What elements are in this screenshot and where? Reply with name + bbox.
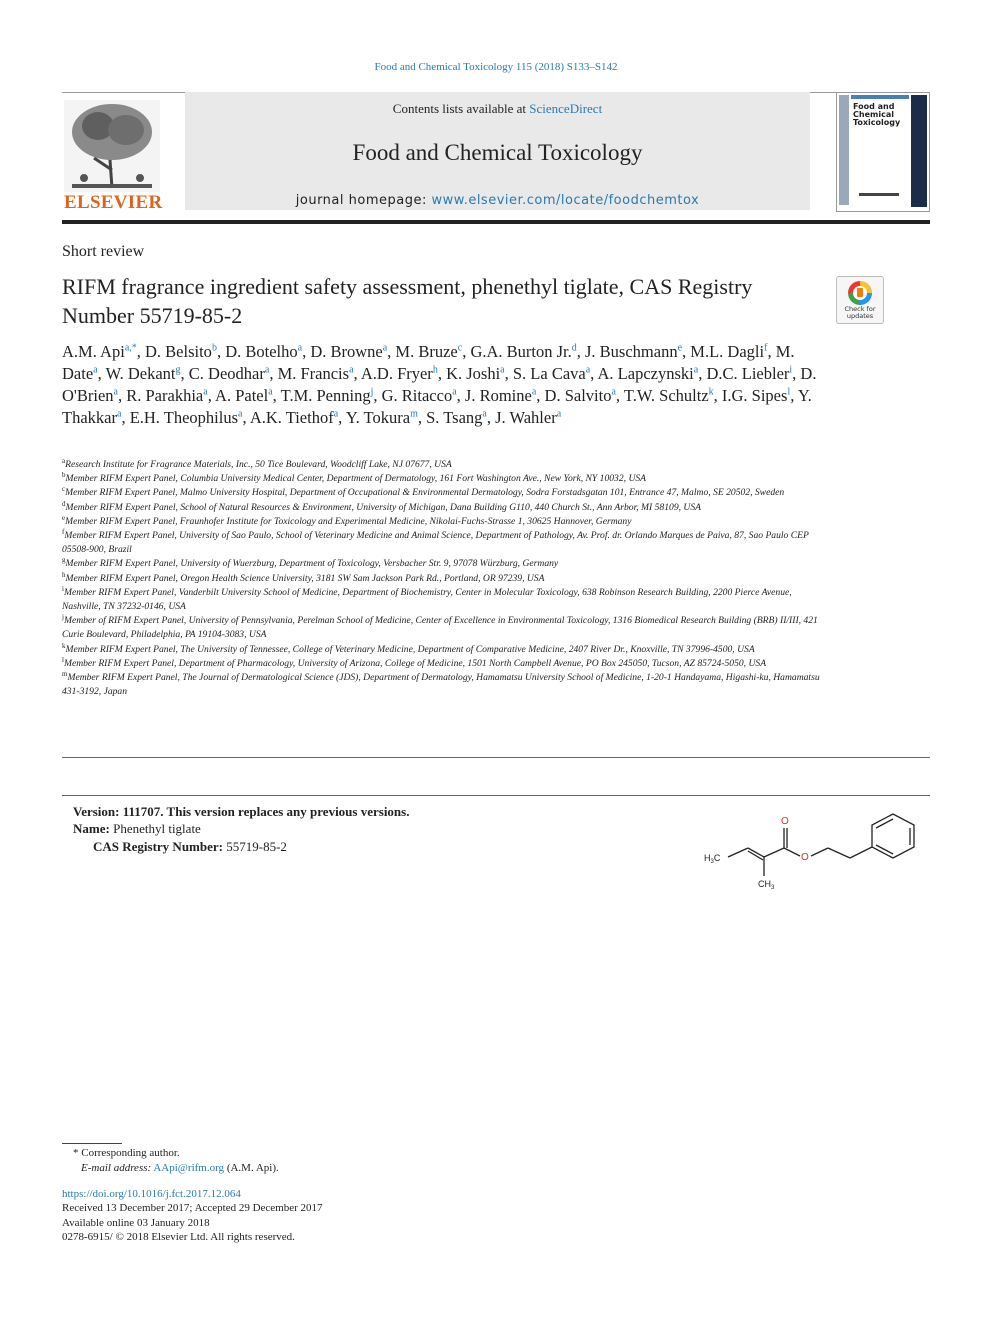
author-affiliation-mark[interactable]: a,* [124, 342, 137, 354]
author-name[interactable]: M.L. Dagli [690, 342, 765, 361]
author-name[interactable]: M. Francis [277, 364, 350, 383]
carbonyl-o-label: O [781, 816, 789, 827]
cas-value: 55719-85-2 [226, 839, 287, 854]
affiliation-text: Research Institute for Fragrance Materials, Inc., 50 Tice Boulevard, Woodcliff Lake, NJ 07677, USA [65, 459, 452, 470]
author-name[interactable]: M. Date [62, 342, 795, 383]
author-name[interactable]: D. Belsito [145, 342, 212, 361]
elsevier-tree-logo [64, 100, 160, 192]
author-affiliation-mark[interactable]: a [693, 364, 699, 376]
author-name[interactable]: K. Joshi [446, 364, 501, 383]
cas-line: CAS Registry Number: 55719-85-2 [93, 839, 287, 854]
ester-o-label: O [801, 852, 809, 863]
affiliation-item [62, 515, 822, 529]
author-name[interactable]: J. Buschmann [585, 342, 678, 361]
affiliation-text: Member RIFM Expert Panel, Fraunhofer Institute for Toxicology and Experimental Medicine, Nikolai-Fuchs-Strasse 1, 30625 Hannover, Germany [65, 515, 632, 527]
affiliation-text: Member RIFM Expert Panel, University of Wuerzburg, Department of Toxicology, Versbacher Str. 9, 97078 Würzburg, Germany [65, 558, 559, 570]
affiliation-text: Member RIFM Expert Panel, Malmo University Hospital, Department of Occupational & Environmental Dermatology, Sodra Forstadsgatan 101, Entrance 47, Malmo, SE 20502, Sweden [65, 487, 785, 499]
affiliation-item [62, 486, 822, 500]
affiliation-mark: a [62, 456, 66, 465]
affiliation-mark: f [62, 527, 65, 536]
cover-title-1: Food and [853, 102, 895, 111]
author-affiliation-mark[interactable]: a [113, 386, 118, 398]
name-value: Phenethyl tiglate [113, 821, 201, 836]
affiliation-mark: k [62, 641, 66, 650]
affiliation-mark: j [62, 613, 64, 622]
copyright: 0278-6915/ © 2018 Elsevier Ltd. All rights reserved. [62, 1231, 295, 1243]
h3c-label: $H_3C$ [704, 853, 721, 865]
affiliation-item [62, 529, 822, 557]
author-affiliation-mark[interactable]: a [297, 342, 303, 354]
author-name[interactable]: A.M. Api [62, 342, 125, 361]
check-for-updates-badge[interactable] [836, 276, 884, 324]
author-name[interactable]: A. Lapczynski [597, 364, 694, 383]
author-name[interactable]: A.D. Fryer [360, 364, 433, 383]
section-rule-bottom [62, 795, 930, 796]
author-affiliation-mark[interactable]: a [556, 408, 562, 420]
journal-cover-thumbnail[interactable] [836, 92, 930, 212]
email-note [81, 1162, 279, 1174]
cover-graphic [837, 93, 929, 211]
author-name[interactable]: T.W. Schultz [623, 386, 709, 405]
author-affiliation-mark[interactable]: a [264, 364, 270, 376]
author-name[interactable]: I.G. Sipes [721, 386, 788, 405]
author-affiliation-mark[interactable]: a [611, 386, 616, 398]
author-affiliation-mark[interactable]: a [203, 386, 208, 398]
author-name[interactable]: J. Wahler [495, 408, 557, 427]
affiliation-mark: l [62, 655, 64, 664]
name-label: Name [73, 821, 106, 836]
author-name[interactable]: S. Tsang [426, 408, 483, 427]
author-affiliation-mark[interactable]: a [482, 408, 487, 420]
author-name[interactable]: E.H. Theophilus [129, 408, 239, 427]
name-line: Name: Phenethyl tiglate [73, 821, 201, 836]
footnote-rule [62, 1143, 122, 1144]
journal-reference[interactable]: Food and Chemical Toxicology 115 (2018) S133–S142 [374, 61, 618, 73]
homepage-line [185, 193, 810, 208]
author-affiliation-mark[interactable]: i [789, 364, 793, 376]
author-affiliation-mark[interactable]: f [764, 342, 768, 354]
affiliation-text: Member RIFM Expert Panel, The University of Tennessee, College of Veterinary Medicine, Department of Comparative Medicine, 2407 River Dr., Knoxville, TN 37996-4500, USA [65, 643, 755, 655]
author-name[interactable]: A. Patel [215, 386, 269, 405]
author-name[interactable]: G. Ritacco [381, 386, 453, 405]
affiliation-item [62, 557, 822, 571]
author-affiliation-mark[interactable]: a [452, 386, 457, 398]
author-list: A.M. Api$^{a,*}$, D. Belsito$^b$, D. Botelho$^a$, D. Browne$^a$, M. Bruze$^c$, G.A. Burton Jr.$^d$, J. Buschmann$^e$, M.L. Dagli$^f$, M. Date$^a$, W. Dekant$^g$, C. Deodhar$^a$, M. Francis$^a$, A.D. Fryer$^h$, K. Joshi$^a$, S. La Cava$^a$, A. Lapczynski$^a$, D.C. Liebler$^i$, D. O'Brien$^a$, R. Parakhia$^a$, A. Patel$^a$, T.M. Penning$^j$, G. Ritacco$^a$, J. Romine$^a$, D. Salvito$^a$, T.W. Schultz$^k$, I.G. Sipes$^l$, Y. Thakkar$^a$, E.H. Theophilus$^a$, A.K. Tiethof$^a$, Y. Tokura$^m$, S. Tsang$^a$, J. Wahler$^a$ [62, 342, 817, 427]
check-for-updates-label: Check for updates [844, 305, 876, 320]
affiliation-text: Member RIFM Expert Panel, School of Natural Resources & Environment, University of Michigan, Dana Building G110, 440 Church St., Ann Arbor, MI 58109, USA [65, 501, 701, 513]
affiliation-text: Member of RIFM Expert Panel, University of Pennsylvania, Perelman School of Medicine, Center of Excellence in Environmental Toxicology, 1316 Biomedical Research Building (BRB) II/III, 421 Curie Boulevard, Philadelphia, PA 19104-3083, USA [62, 615, 818, 641]
affiliation-mark: e [62, 513, 66, 522]
asterisk-mark: * [73, 1147, 79, 1159]
author-affiliation-mark[interactable]: a [268, 386, 273, 398]
author-name[interactable]: C. Deodhar [188, 364, 265, 383]
section-rule-top [62, 757, 930, 758]
author-name[interactable]: W. Dekant [105, 364, 176, 383]
author-name[interactable]: S. La Cava [512, 364, 586, 383]
article-title: RIFM fragrance ingredient safety assessment, phenethyl tiglate, CAS Registry Number 55719-85-2 [62, 274, 753, 328]
author-name[interactable]: J. Romine [464, 386, 532, 405]
affiliation-item [62, 501, 822, 515]
affiliation-item [62, 586, 822, 614]
author-name[interactable]: D. Botelho [225, 342, 298, 361]
author-affiliation-mark[interactable]: a [238, 408, 243, 420]
author-name[interactable]: D. Salvito [544, 386, 612, 405]
author-affiliation-mark[interactable]: a [500, 364, 505, 376]
affiliation-item [62, 458, 822, 472]
author-affiliation-mark[interactable]: a [333, 408, 339, 420]
affiliation-text: Member RIFM Expert Panel, Vanderbilt University School of Medicine, Department of Biochemistry, Center in Molecular Toxicology, 638 Robinson Research Building, 2200 Pierce Avenue, Nashville, TN 37232-0146, USA [62, 586, 792, 613]
affiliation-mark: h [62, 570, 66, 579]
author-affiliation-mark[interactable]: h [432, 364, 438, 376]
author-affiliation-mark[interactable]: a [585, 364, 591, 376]
author-name[interactable]: A.K. Tiethof [249, 408, 334, 427]
affiliation-mark: b [62, 471, 66, 480]
affiliation-mark: g [62, 556, 66, 565]
article-type: Short review [62, 243, 145, 260]
author-name[interactable]: T.M. Penning [280, 386, 371, 405]
affiliation-text: Member RIFM Expert Panel, Oregon Health Science University, 3181 SW Sam Jackson Park Rd., Portland, OR 97239, USA [65, 572, 545, 584]
online-date: Available online 03 January 2018 [62, 1217, 210, 1229]
doi-link[interactable]: https://doi.org/10.1016/j.fct.2017.12.064 [62, 1188, 241, 1200]
received-dates: Received 13 December 2017; Accepted 29 December 2017 [62, 1202, 323, 1214]
email-link[interactable]: AApi@rifm.org [153, 1162, 225, 1174]
author-affiliation-mark[interactable]: c [457, 342, 463, 354]
contents-prefix: Contents lists available at [392, 101, 530, 116]
affiliation-list [62, 458, 822, 699]
affiliation-text: Member RIFM Expert Panel, The Journal of Dermatological Science (JDS), Department of Dermatology, Hamamatsu University School of Medicine, 1-20-1 Handayama, Higashi-ku, Hamamatsu 431-3192, Japan [62, 672, 820, 698]
author-name[interactable]: D. O'Brien [62, 364, 817, 405]
affiliation-mark: m [62, 669, 68, 678]
author-affiliation-mark[interactable]: a [93, 364, 98, 376]
homepage-link[interactable]: www.elsevier.com/locate/foodchemtox [431, 193, 700, 208]
author-name[interactable]: R. Parakhia [126, 386, 204, 405]
journal-title: Food and Chemical Toxicology [352, 140, 643, 165]
author-name[interactable]: D.C. Liebler [706, 364, 790, 383]
affiliation-text: Member RIFM Expert Panel, Columbia University Medical Center, Department of Dermatology, 161 Fort Washington Ave., New York, NY 10032, USA [65, 473, 647, 485]
homepage-prefix: journal homepage: [295, 193, 432, 208]
sciencedirect-link[interactable]: ScienceDirect [529, 101, 603, 116]
author-affiliation-mark[interactable]: a [531, 386, 537, 398]
cover-title-2: Chemical [853, 110, 894, 119]
affiliation-mark: d [62, 499, 66, 508]
author-affiliation-mark[interactable]: a [116, 408, 122, 420]
author-name[interactable]: M. Bruze [395, 342, 458, 361]
author-affiliation-mark[interactable]: a [349, 364, 354, 376]
affiliation-text: Member RIFM Expert Panel, Department of Pharmacology, University of Arizona, College of Medicine, 1501 North Campbell Avenue, PO Box 245050, Tucson, AZ 85724-5050, USA [63, 657, 767, 669]
chemical-structure-diagram [700, 812, 930, 894]
version-line: Version: 111707. This version replaces any previous versions. [73, 804, 410, 819]
corresponding-author-note [73, 1147, 180, 1159]
affiliation-item [62, 643, 822, 657]
author-name[interactable]: Y. Tokura [345, 408, 411, 427]
affiliation-item [62, 472, 822, 486]
author-affiliation-mark[interactable]: d [571, 342, 577, 354]
author-affiliation-mark[interactable]: b [211, 342, 217, 354]
email-suffix: (A.M. Api). [226, 1162, 279, 1174]
author-affiliation-mark[interactable]: l [787, 386, 791, 398]
affiliation-item [62, 657, 822, 671]
ch3-label: $CH_3$ [758, 879, 775, 891]
cas-label: CAS Registry Number [93, 839, 219, 854]
author-affiliation-mark[interactable]: k [708, 386, 714, 398]
header-thick-rule [62, 220, 930, 224]
affiliation-item [62, 572, 822, 586]
cover-title-3: Toxicology [853, 118, 901, 127]
author-affiliation-mark[interactable]: m [410, 408, 418, 420]
author-name[interactable]: D. Browne [310, 342, 383, 361]
author-affiliation-mark[interactable]: e [677, 342, 683, 354]
author-name[interactable]: G.A. Burton Jr. [470, 342, 572, 361]
affiliation-text: Member RIFM Expert Panel, University of Sao Paulo, School of Veterinary Medicine and Animal Science, Department of Pathology, Av. Prof. dr. Orlando Marques de Paiva, 87, Sao Paulo CEP 05508-900, Brazil [62, 530, 809, 556]
affiliation-item [62, 614, 822, 642]
affiliation-mark: c [62, 485, 66, 494]
author-name[interactable]: Y. Thakkar [62, 386, 812, 427]
corresponding-text: Corresponding author. [81, 1147, 180, 1159]
author-affiliation-mark[interactable]: a [382, 342, 388, 354]
affiliation-mark: i [62, 584, 64, 593]
publisher-logo-text: ELSEVIER [64, 192, 163, 213]
author-affiliation-mark[interactable]: g [175, 364, 181, 376]
email-label: E-mail address: [81, 1162, 152, 1174]
author-affiliation-mark[interactable]: j [370, 386, 374, 398]
contents-line [185, 101, 810, 117]
affiliation-item [62, 671, 822, 699]
